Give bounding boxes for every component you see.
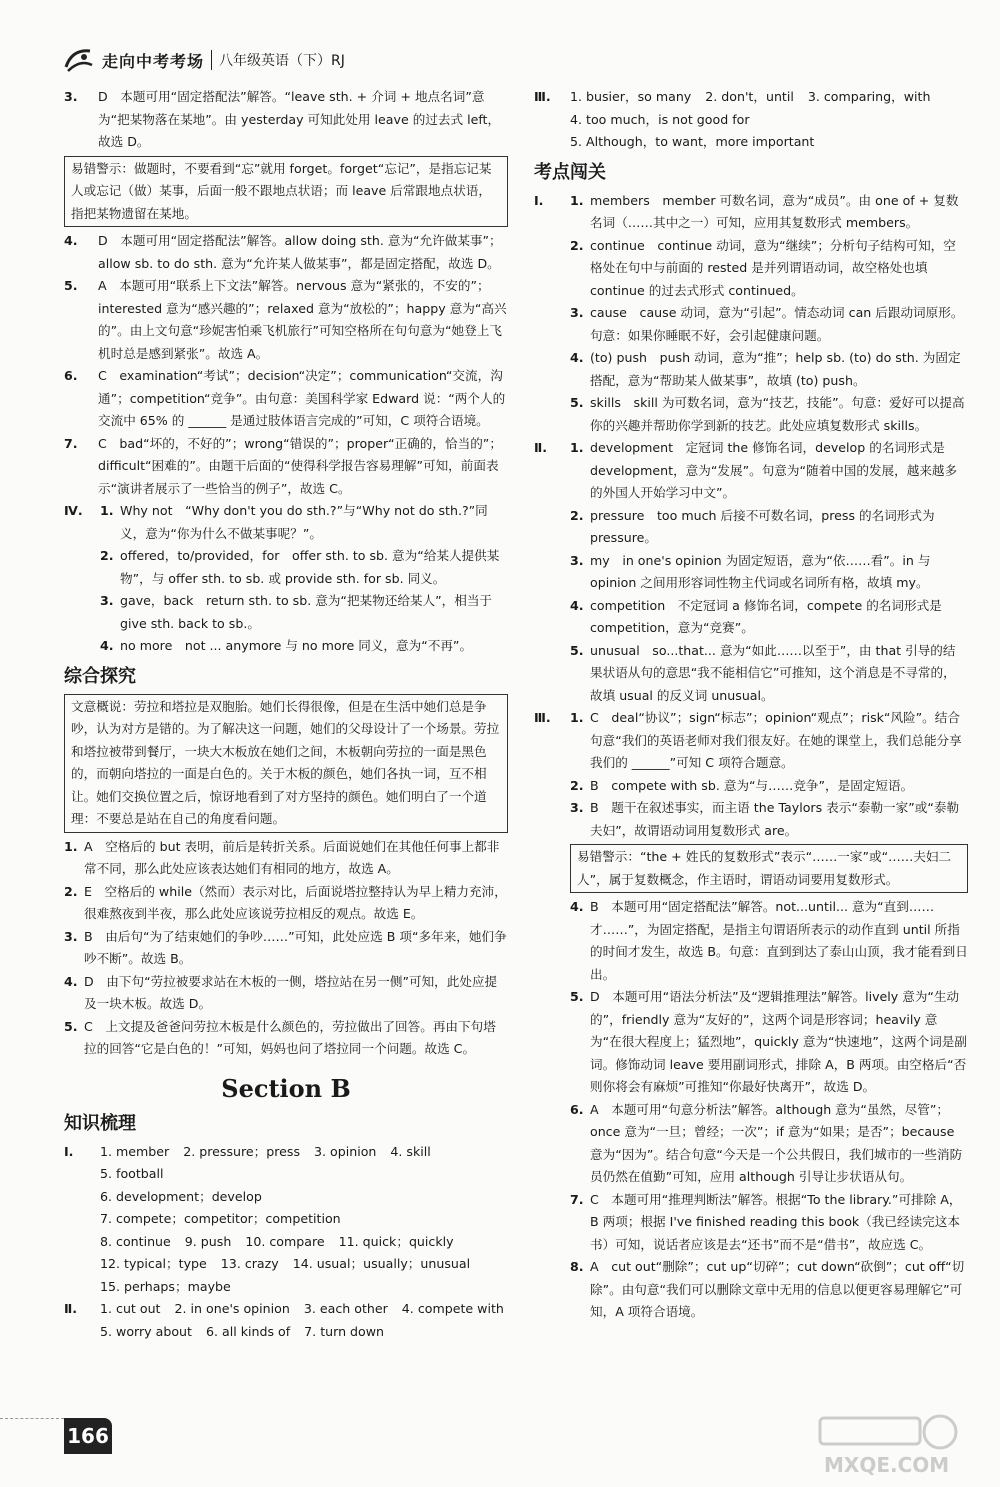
answer-item: 5. D 本题可用“语法分析法”及“逻辑推理法”解答。lively 意为“生动的”，friendly 意为“友好的”，这两个词是形容词；heavily 意为“在很大程度上；猛烈地”，quickly 意为“快速地”，这两个词是副词。修饰动词 leave 要用副词形式，排除 A，B 两项。由空格后“否则你将会有麻烦”可推知“你最好快离开”，故选 D。 [570,989,967,1094]
series-title: 走向中考考场 [102,51,205,71]
answer-item: 4. (to) push push 动词，意为“推”；help sb. (to) do sth. 为固定搭配，意为“帮助某人做某事”，故填 (to) push。 [570,350,961,388]
keyword-row: 8. continue 9. push 10. compare 11. quick；quickly [100,1233,454,1249]
page-number: 166 [64,1418,112,1454]
answer-item: 3. cause cause 动词，意为“引起”。情态动词 can 后跟动词原形。句意：如果你睡眠不好，会引起健康问题。 [570,305,964,343]
answer-item: 1. A 空格后的 but 表明，前后是转折关系。后面说她们在其他任何事上都非常不同，那么此处应该表达她们有相同的地方，故选 A。 [64,838,500,876]
section-heading: 综合探究 [64,665,136,687]
answer-item: 5. C 上文提及爸爸问劳拉木板是什么颜色的，劳拉做出了回答。再由下句塔拉的回答“它是白色的！”可知，妈妈也问了塔拉同一个问题。故选 C。 [64,1018,496,1056]
series-logo-icon [62,45,96,75]
answer-item: 4. B 本题可用“固定搭配法”解答。not...until... 意为“直到……才……”，为固定搭配，是指主句谓语所表示的动作直到 until 所指的时间才发生，故选 B。句意：直到到达了泰山山顶，我才能看到日出。 [570,899,968,982]
answer-item: 2. pressure too much 后接不可数名词，press 的名词形式为 pressure。 [570,507,935,545]
answer-item: 3. B 题干在叙述事实，而主语 the Taylors 表示“泰勒一家”或“泰勒夫妇”，故谓语动词用复数形式 are。 [570,800,960,838]
answers-part-a [64,86,508,500]
keyword-row: 12. typical；type 13. crazy 14. usual；usually；unusual [100,1256,471,1271]
keyword-row: 5. worry about 6. all kinds of 7. turn down [100,1323,385,1339]
answer-item: 3. gave，back return sth. to sb. 意为“把某物还给某人”，相当于 give sth. back to sb.。 [100,593,493,631]
page-header [62,44,345,76]
exam-part-iii: Ⅲ. 1. C deal“协议”；sign“标志”；opinion“观点”；risk“风险”。结合句意“我们的英语老师对我们很友好。在她的课堂上，我们总能分享我们的 ______”可知 C 项符合题意。 2. B compete with sb. 意为“与……竞争”，是固定短语。 3. B 题干在叙述事实，而主语 the Taylors 表示“泰勒一家”或“泰勒夫妇”，故谓语动词用复数形式 are。 易错警示：“the + 姓氏的复数形式”表示“……一家”或“……夫妇二人”，属于复数概念，作主语时，谓语动词要用复数形式。 4. B 本题可用“固定搭配法”解答。not...until... 意为“直到……才……”，为固定搭配，是指主句谓语所表示的动作直到 until 所指的时间才发生，故选 B。句意：直到到达了泰山山顶，我才能看到日出。 5. D 本题可用“语法分析法”及“逻辑推理法”解答。lively 意为“生动的”，friendly 意为“友好的”，这两个词是形容词；heavily 意为“在很大程度上；猛烈地”，quickly 意为“快速地”，这两个词是副词。修饰动词 leave 要用副词形式，排除 A，B 两项。由空格后“否则你将会有麻烦”可推知“你最好快离开”，故选 D。 6. A 本题可用“句意分析法”解答。although 意为“虽然，尽管”；once 意为“一旦；曾经；一次”；if 意为“如果；是否”；because 意为“因为”。结合句意“今天是一个公共假日，我们城市的一些消防员仍然在值勤”可知，应用 although 引导让步状语从句。 7. C 本题可用“推理判断法”解答。根据“To the library.”可排除 A，B 两项；根据 I've finished reading this book（我已经读完这本书）可知，说话者应该是去“还书”而不是“借书”，故应选 C。 8. A cut out“删除”；cut up“切碎”；cut down“砍倒”；cut off“切除”。由句意“我们可以删除文章中无用的信息以便更容易理解它”可知，A 项符合语境。 [534,707,968,1324]
answer-item: 4. D 本题可用“固定搭配法”解答。allow doing sth. 意为“允许做某事”；allow sb. to do sth. 意为“允许某人做某事”，都是固定搭配，故选 D。 [64,233,502,271]
watermark [810,1410,970,1480]
left-column [64,86,508,1343]
answer-item: 2. offered，to/provided，for offer sth. to sb. 意为“给某人提供某物”，与 offer sth. to sb. 或 provide sth. for sb. 同义。 [100,548,500,586]
answer-item: 1. members member 可数名词，意为“成员”。由 one of + 复数名词（……其中之一）可知，应用其复数形式 members。 [570,192,959,230]
answer-item: 4. D 由下句“劳拉被要求站在木板的一侧，塔拉站在另一侧”可知，此处应提及一块木板。故选 D。 [64,973,498,1011]
answer-item: 2. continue continue 动词，意为“继续”；分析句子结构可知，空格处在句中与前面的 rested 是并列谓语动词，故空格处也填 continue 的过去式形式 continued。 [570,237,956,298]
answer-item: 6. A 本题可用“句意分析法”解答。although 意为“虽然，尽管”；once 意为“一旦；曾经；一次”；if 意为“如果；是否”；because 意为“因为”。结合句意“今天是一个公共假日，我们城市的一些消防员仍然在值勤”可知，应用 although 引导让步状语从句。 [570,1101,963,1184]
answer-item: 4. competition 不定冠词 a 修饰名词，compete 的名词形式是 competition，意为“竞赛”。 [570,597,942,635]
answer-item: 3. D 本题可用“固定搭配法”解答。“leave sth. + 介词 + 地点名词”意为“把某物落在某地”。由 yesterday 可知此处用 leave 的过去式 left，故选 D。 [64,89,501,149]
answer-item: 3. my in one's opinion 为固定短语，意为“依……看”。in 与 opinion 之间用形容词性物主代词或名词所有格，故填 my。 [570,552,931,590]
answer-item: 7. C 本题可用“推理判断法”解答。根据“To the library.”可排除 A，B 两项；根据 I've finished reading this book（我已经读完这本书）可知，说话者应该是去“还书”而不是“借书”，故应选 C。 [570,1191,962,1252]
section-b-title: Section B [221,1073,351,1103]
exam-part-ii: Ⅱ. 1. development 定冠词 the 修饰名词，develop 的名词形式是 development，意为“发展”。句意为“随着中国的发展，越来越多的外国人开始学习中文”。 2. pressure too much 后接不可数名词，press 的名词形式为 pressure。 3. my in one's opinion 为固定短语，意为“依……看”。in 与 opinion 之间用形容词性物主代词或名词所有格，故填 my。 4. competition 不定冠词 a 修饰名词，compete 的名词形式是 competition，意为“竞赛”。 5. unusual so...that... 意为“如此……以至于”，由 that 引导的结果状语从句的意思“我不能相信它”可推知，这个消息是不寻常的，故填 usual 的反义词 unusual。 [534,437,968,707]
answer-item: 1. Why not “Why don't you do sth.?”与“Why not do sth.?”同义，意为“你为什么不做某事呢？”。 [100,503,488,541]
part-iv: Ⅳ. 1. Why not “Why don't you do sth.?”与“Why not do sth.?”同义，意为“你为什么不做某事呢？”。 2. offered，to/provided，for offer sth. to sb. 意为“给某人提供某物”，与 offer sth. to sb. 或 provide sth. for sb. 同义。 3. gave，back return sth. to sb. 意为“把某物还给某人”，相当于 give sth. back to sb.。 4. no more not ... anymore 与 no more 同义，意为“不再”。 [64,500,508,658]
answer-item: 7. C bad“坏的，不好的”；wrong“错误的”；proper“正确的，恰当的”；difficult“困难的”。由题干后面的“使得科学报告容易理解”可知，前面表示“演讲者展示了一些恰当的例子”，故选 C。 [64,435,502,496]
knowledge-part-ii: Ⅱ. 1. cut out 2. in one's opinion 3. each other 4. compete with 5. worry about 6. all kinds of 7. turn down [64,1298,508,1343]
answer-item: 1. development 定冠词 the 修饰名词，develop 的名词形式是 development，意为“发展”。句意为“随着中国的发展，越来越多的外国人开始学习中文”。 [570,440,958,500]
answer-item: 4. no more not ... anymore 与 no more 同义，意为“不再”。 [100,638,473,653]
summary-box: 文意概说：劳拉和塔拉是双胞胎。她们长得很像，但是在生活中她们总是争吵，认为对方是错的。为了解决这一问题，她们的父母设计了一个场景。劳拉和塔拉被带到餐厅，一块大木板放在她们之间，木板朝向劳拉的一面是黑色的，而朝向塔拉的一面是白色的。关于木板的颜色，她们各执一词，互不相让。她们交换位置之后，惊讶地看到了对方坚持的颜色。她们明白了一个道理：不要总是站在自己的角度看问题。 [64,694,508,833]
keyword-row: 1. cut out 2. in one's opinion 3. each other 4. compete with [100,1301,504,1316]
answer-item: 8. A cut out“删除”；cut up“切碎”；cut down“砍倒”；cut off“切除”。由句意“我们可以删除文章中无用的信息以便更容易理解它”可知，A 项符合语境。 [570,1259,965,1319]
answer-item: 5. skills skill 为可数名词，意为“技艺，技能”。句意：爱好可以提高你的兴趣并帮助你学到新的技艺。此处应填复数形式 skills。 [570,395,965,433]
keyword-row: 15. perhaps；maybe [100,1278,231,1294]
header-divider [211,50,212,70]
answer-item: 1. C deal“协议”；sign“标志”；opinion“观点”；risk“风险”。结合句意“我们的英语老师对我们很友好。在她的课堂上，我们总能分享我们的 ______”可知 C 项符合题意。 [570,710,962,770]
book-title: 八年级英语（下）RJ [219,53,345,69]
watermark-logo-icon [810,1410,970,1480]
footer-rule [0,1418,64,1419]
keyword-row: 6. development；develop 7. compete；competitor；competition [100,1188,341,1226]
keyword-row: 4. too much，is not good for 5. Although，to want，more important [570,111,815,149]
section-heading: 知识梳理 [64,1112,136,1134]
knowledge-part-i: Ⅰ. 1. member 2. pressure；press 3. opinion 4. skill 5. football 6. development；develop 7. compete；competitor；competition 8. continue 9. push 10. compare 11. quick；quickly 12. typical；type 13. crazy 14. usual；usually；unusual 15. perhaps；maybe [64,1141,508,1299]
right-column [534,86,968,1324]
error-warning-box: 易错警示：“the + 姓氏的复数形式”表示“……一家”或“……夫妇二人”，属于复数概念，作主语时，谓语动词要用复数形式。 [570,844,968,893]
keyword-row: 1. busier，so many 2. don't，until 3. comparing，with [570,89,931,104]
svg-text:MXQE.COM: MXQE.COM [824,1453,950,1477]
error-warning-box: 易错警示：做题时，不要看到“忘”就用 forget。forget“忘记”，是指忘记某人或忘记（做）某事，后面一般不跟地点状语；而 leave 后常跟地点状语，指把某物遗留在某地。 [64,156,508,228]
answer-item: 6. C examination“考试”；decision“决定”；communication“交流，沟通”；competition“竞争”。由句意：美国科学家 Edward 说：“两个人的交流中 65% 的 ______ 是通过肢体语言完成的”可知，C 项符合语境。 [64,368,506,428]
explore-answers [64,836,508,1061]
answer-item: 3. B 由后句“为了结束她们的争吵……”可知，此处应选 B 项“多年来，她们争吵不断”。故选 B。 [64,928,507,966]
keyword-row: 1. member 2. pressure；press 3. opinion 4. skill 5. football [100,1143,431,1181]
exam-part-i: Ⅰ. 1. members member 可数名词，意为“成员”。由 one of + 复数名词（……其中之一）可知，应用其复数形式 members。 2. continue continue 动词，意为“继续”；分析句子结构可知，空格处在句中与前面的 rested 是并列谓语动词，故空格处也填 continue 的过去式形式 continued。 3. cause cause 动词，意为“引起”。情态动词 can 后跟动词原形。句意：如果你睡眠不好，会引起健康问题。 4. (to) push push 动词，意为“推”；help sb. (to) do sth. 为固定搭配，意为“帮助某人做某事”，故填 (to) push。 5. skills skill 为可数名词，意为“技艺，技能”。句意：爱好可以提高你的兴趣并帮助你学到新的技艺。此处应填复数形式 skills。 [534,190,968,438]
section-heading: 考点闯关 [534,161,606,183]
answer-item: 2. B compete with sb. 意为“与……竞争”，是固定短语。 [570,777,914,793]
answer-item: 5. A 本题可用“联系上下文法”解答。nervous 意为“紧张的，不安的”；interested 意为“感兴趣的”；relaxed 意为“放松的”；happy 意为“高兴的”。由上文句意“珍妮害怕乘飞机旅行”可知空格所在句句意为“她登上飞机时总是感到紧张”。故选 A。 [64,278,507,361]
knowledge-part-iii: Ⅲ. 1. busier，so many 2. don't，until 3. comparing，with 4. too much，is not good for 5. Although，to want，more important [534,86,968,154]
answer-item: 2. E 空格后的 while（然而）表示对比，后面说塔拉整持认为早上精力充沛，很难熬夜到半夜，那么此处应该说劳拉相反的观点。故选 E。 [64,883,507,921]
answer-item: 5. unusual so...that... 意为“如此……以至于”，由 that 引导的结果状语从句的意思“我不能相信它”可推知，这个消息是不寻常的，故填 usual 的反义词 unusual。 [570,642,956,703]
